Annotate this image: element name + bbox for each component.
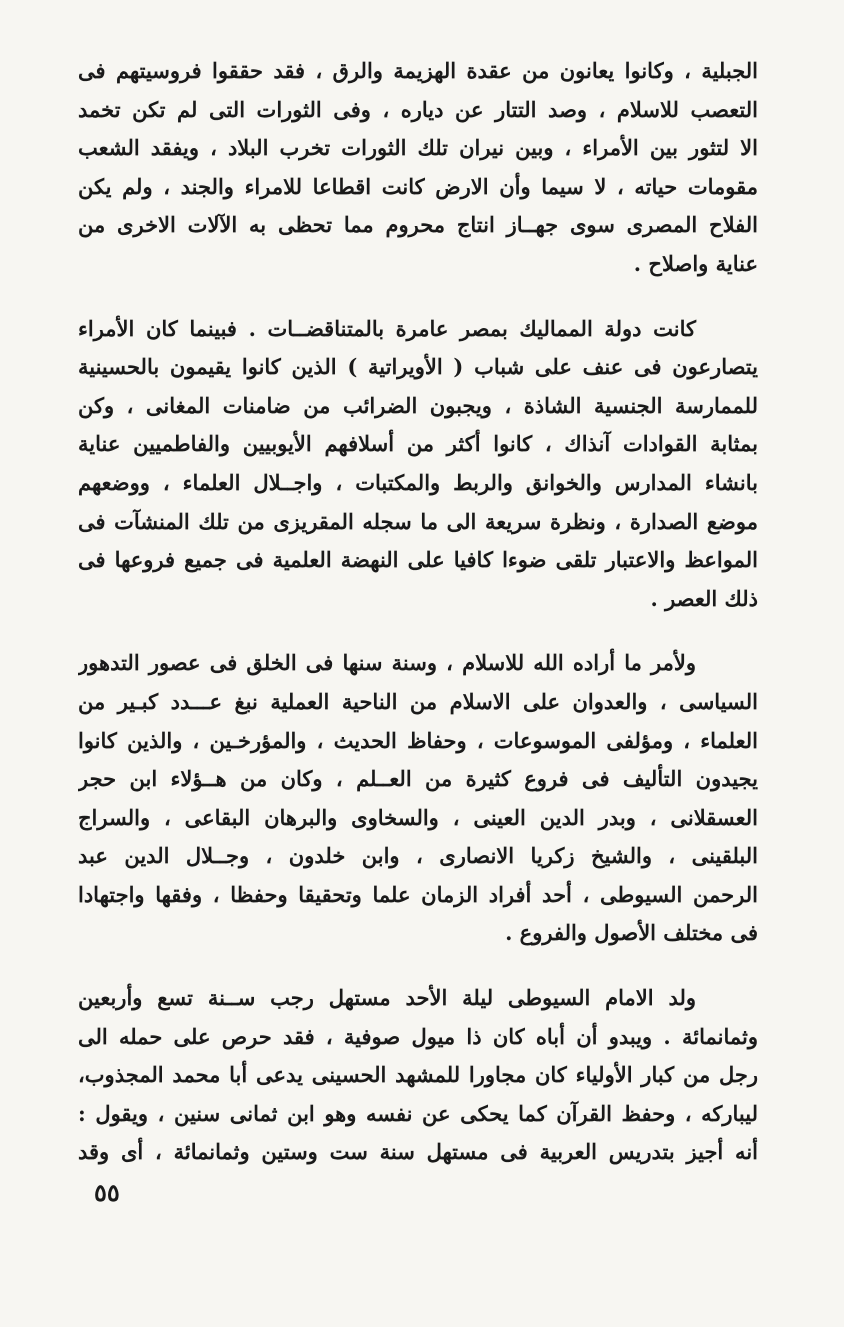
text-line: الفلاح المصرى سوى جهــاز انتاج محروم مما تحظى به الآلات الاخرى من xyxy=(78,212,758,238)
text-line: بمثابة القوادات آنذاك ، كانوا أكثر من أسلافهم الأيوبيين والفاطميين عناية xyxy=(78,431,758,457)
body-text xyxy=(78,52,758,1172)
text-line: المواعظ والاعتبار تلقى ضوءا كافيا على النهضة العلمية فى جميع فروعها فى xyxy=(78,547,758,573)
text-line: عناية واصلاح . xyxy=(633,250,758,276)
text-line: ولأمر ما أراده الله للاسلام ، وسنة سنها فى الخلق فى عصور التدهور xyxy=(78,650,696,676)
text-line: العلماء ، ومؤلفى الموسوعات ، وحفاظ الحديث ، والمؤرخـين ، والذين كانوا xyxy=(78,727,758,753)
paragraph-1 xyxy=(78,52,758,284)
text-line: العسقلانى ، وبدر الدين العينى ، والسخاوى والبرهان البقاعى ، والسراج xyxy=(78,804,758,830)
text-line: يجيدون التأليف فى فروع كثيرة من العــلم ، وكان من هــؤلاء ابن حجر xyxy=(78,766,758,792)
text-line: السياسى ، والعدوان على الاسلام من الناحية العملية نبغ عـــدد كبـير من xyxy=(78,688,758,714)
text-line: موضع الصدارة ، ونظرة سريعة الى ما سجله المقريزى من تلك المنشآت فى xyxy=(78,508,758,534)
text-line: البلقينى ، والشيخ زكريا الانصارى ، وابن خلدون ، وجــلال الدين عبد xyxy=(78,843,758,869)
text-line: مقومات حياته ، لا سيما وأن الارض كانت اقطاعا للامراء والجند ، ولم يكن xyxy=(78,173,758,199)
text-line: الا لتثور بين الأمراء ، وبين نيران تلك الثورات تخرب البلاد ، ويفقد الشعب xyxy=(78,135,758,161)
text-line: يتصارعون فى عنف على شباب ( الأويراتية ) الذين كانوا يقيمون بالحسينية xyxy=(78,354,758,380)
text-line: الرحمن السيوطى ، أحد أفراد الزمان علما وتحقيقا وحفظا ، وفقها واجتهادا xyxy=(78,881,758,907)
text-line: فى مختلف الأصول والفروع . xyxy=(505,920,758,946)
paragraph-4 xyxy=(78,979,758,1172)
text-line: وثمانمائة . ويبدو أن أباه كان ذا ميول صوفية ، فقد حرص على حمله الى xyxy=(78,1023,758,1049)
text-line: للممارسة الجنسية الشاذة ، ويجبون الضرائب من ضامنات المغانى ، وكن xyxy=(78,392,758,418)
text-line: أنه أجيز بتدريس العربية فى مستهل سنة ست وستين وثمانمائة ، أى وقد xyxy=(78,1139,758,1165)
text-line: كانت دولة المماليك بمصر عامرة بالمتناقضــات . فبينما كان الأمراء xyxy=(78,315,696,341)
paragraph-3 xyxy=(78,644,758,953)
text-line: ذلك العصر . xyxy=(650,585,758,611)
text-line: رجل من كبار الأولياء كان مجاورا للمشهد الحسينى يدعى أبا محمد المجذوب، xyxy=(78,1062,758,1088)
paragraph-2 xyxy=(78,310,758,619)
text-line: الجبلية ، وكانوا يعانون من عقدة الهزيمة والرق ، فقد حققوا فروسيتهم فى xyxy=(78,58,758,83)
text-line: ولد الامام السيوطى ليلة الأحد مستهل رجب ســنة تسع وأربعين xyxy=(78,985,696,1011)
text-line: بانشاء المدارس والخوانق والربط والمكتبات ، واجــلال العلماء ، ووضعهم xyxy=(78,469,758,495)
page-number: ٥٥ xyxy=(94,1178,120,1207)
text-line: ليباركه ، وحفظ القرآن كما يحكى عن نفسه وهو ابن ثمانى سنين ، ويقول : xyxy=(78,1100,758,1126)
text-line: التعصب للاسلام ، وصد التتار عن دياره ، وفى الثورات التى لم تكن تخمد xyxy=(78,96,758,122)
